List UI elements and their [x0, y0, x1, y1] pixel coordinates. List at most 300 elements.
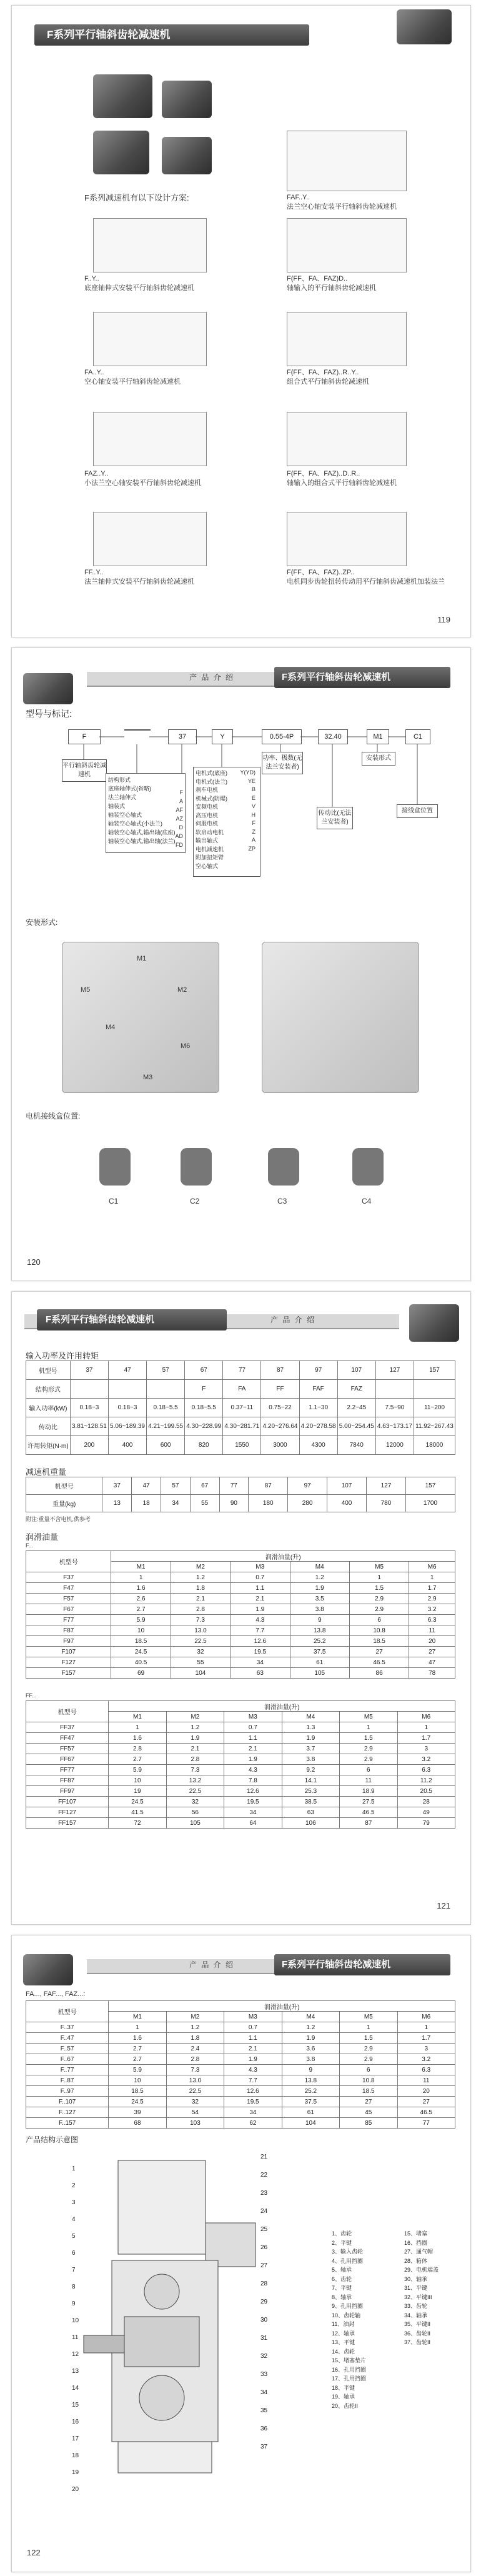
- design-drawing-f-d: [287, 218, 407, 272]
- page-subtitle: 产 品 介 绍: [189, 673, 234, 682]
- table-cell: 47: [108, 1361, 146, 1380]
- code-box: F: [68, 729, 101, 744]
- gear-reducer-photo: [409, 1304, 459, 1342]
- row-label: F57: [26, 1594, 111, 1604]
- table-cell: 106: [282, 1818, 339, 1829]
- table-cell: 4.21~199.55: [147, 1417, 185, 1436]
- table-cell: 0.7: [231, 1572, 290, 1583]
- code-box: 37: [168, 729, 197, 744]
- table-cell: 18000: [414, 1436, 455, 1455]
- row-label: F157: [26, 1668, 111, 1679]
- code-box-label: 接线盒位置: [397, 804, 438, 818]
- table-cell: 104: [171, 1668, 230, 1679]
- table-cell: 67: [190, 1477, 219, 1495]
- table-row: [26, 1765, 455, 1775]
- table-row: [26, 1818, 455, 1829]
- table-cell: 18: [132, 1495, 161, 1512]
- table-cell: 25.3: [282, 1786, 339, 1797]
- table-cell: 4.3: [231, 1615, 290, 1625]
- table-cell: 157: [414, 1361, 455, 1380]
- row-label: F87: [26, 1625, 111, 1636]
- design-code: FAF..Y..: [287, 194, 310, 201]
- design-desc: 电机同步齿轮扭转传动用平行轴斜齿减速机加装法兰: [287, 578, 445, 586]
- table-cell: 77: [223, 1361, 261, 1380]
- row-label: FF157: [26, 1818, 109, 1829]
- table-cell: 37.5: [290, 1647, 349, 1657]
- code-box: 0.55-4P: [262, 729, 302, 744]
- table-cell: FA: [223, 1380, 261, 1399]
- row-label: F..157: [26, 2118, 109, 2129]
- code-box: Y: [212, 729, 233, 744]
- terminal-position-diagram: [181, 1148, 212, 1186]
- table-cell: 61: [290, 1657, 349, 1668]
- row-label: F77: [26, 1615, 111, 1625]
- table-cell: 57: [161, 1477, 191, 1495]
- column-header: M4: [282, 1712, 339, 1722]
- table-cell: 67: [185, 1361, 223, 1380]
- row-label: F..87: [26, 2075, 109, 2086]
- column-header: M3: [224, 2012, 282, 2022]
- gearbox-cross-section: [74, 2154, 262, 2504]
- page-header: [37, 1309, 227, 1330]
- table-row: [26, 1744, 455, 1754]
- table-cell: 12000: [375, 1436, 414, 1455]
- row-label: F67: [26, 1604, 111, 1615]
- table-cell: 11: [409, 1625, 455, 1636]
- mounting-diagram-right: [262, 942, 419, 1093]
- table-cell: 2.1: [171, 1594, 230, 1604]
- table-cell: 11: [397, 2075, 455, 2086]
- callouts-left: 1 2 3 4 5 6 7 8 9 10 11 12 13 14 15 16 17 18 19 20: [72, 2165, 79, 2493]
- table-cell: 1.9: [166, 1733, 224, 1744]
- table-cell: 6: [340, 1765, 397, 1775]
- code-box: C1: [405, 729, 430, 744]
- table-row: [26, 1399, 455, 1417]
- table-cell: FAF: [299, 1380, 337, 1399]
- table-cell: 780: [366, 1495, 405, 1512]
- oil-table-ff: [26, 1700, 455, 1829]
- design-drawing-faf-y: [287, 131, 407, 191]
- table-cell: 3000: [261, 1436, 299, 1455]
- structure-codes: F A AF AZ D AD FD: [175, 789, 183, 848]
- table-cell: 86: [349, 1668, 409, 1679]
- table-cell: 1.9: [290, 1583, 349, 1594]
- design-desc: 小法兰空心轴安装平行轴斜齿轮减速机: [84, 479, 201, 487]
- table-cell: 0.75~22: [261, 1399, 299, 1417]
- table-cell: 0.18~5.5: [147, 1399, 185, 1417]
- design-code: F(FF、FA、FAZ)..ZP..: [287, 569, 354, 576]
- table-cell: 68: [109, 2118, 166, 2129]
- terminal-position-diagram: [268, 1148, 299, 1186]
- design-desc: 轴输入的平行轴斜齿轮减速机: [287, 284, 376, 292]
- table-cell: FAZ: [337, 1380, 375, 1399]
- design-drawing-f-r-y: [287, 312, 407, 366]
- row-label: FF67: [26, 1754, 109, 1765]
- table-cell: 61: [282, 2107, 339, 2118]
- table-row: [26, 2022, 455, 2033]
- table-cell: 28: [397, 1797, 455, 1807]
- table-cell: 1: [111, 1572, 171, 1583]
- table-row: [26, 2044, 455, 2054]
- table-cell: 180: [249, 1495, 288, 1512]
- row-label: F..77: [26, 2065, 109, 2075]
- table-cell: 11~200: [414, 1399, 455, 1417]
- weight-note: 附注:重量不含电机,供参考: [26, 1516, 91, 1522]
- table-cell: 1550: [223, 1436, 261, 1455]
- table-row: [26, 1572, 455, 1583]
- ff-table-label: FF...: [26, 1692, 37, 1699]
- weight-table: [26, 1477, 455, 1512]
- table-cell: 1: [340, 1722, 397, 1733]
- table-cell: 1.5: [340, 2033, 397, 2044]
- table-row: [26, 1436, 455, 1455]
- row-label: FF77: [26, 1765, 109, 1775]
- table-cell: 13.0: [171, 1625, 230, 1636]
- table-cell: 1.9: [224, 1754, 282, 1765]
- structure-list: 结构形式 底座轴伸式(省略) 法兰轴伸式 轴装式 轴装空心轴式 轴装空心轴式(小法兰) 轴装空心轴式,输出轴(底座) 轴装空心轴式,输出轴(法兰): [106, 773, 186, 853]
- table-cell: 1.9: [282, 1733, 339, 1744]
- table-cell: 63: [282, 1807, 339, 1818]
- table-cell: 280: [288, 1495, 327, 1512]
- table-cell: 5.00~254.45: [337, 1417, 375, 1436]
- table-cell: 4300: [299, 1436, 337, 1455]
- table-cell: 77: [397, 2118, 455, 2129]
- table-cell: 72: [109, 1818, 166, 1829]
- table-cell: 9: [290, 1615, 349, 1625]
- table-cell: 3.7: [282, 1744, 339, 1754]
- table-cell: 22.5: [171, 1636, 230, 1647]
- column-header: M3: [231, 1562, 290, 1572]
- mount-label: M5: [81, 986, 91, 994]
- row-label: F..67: [26, 2054, 109, 2065]
- page-subtitle: 产 品 介 绍: [189, 1960, 234, 1969]
- table-cell: 2.9: [340, 1754, 397, 1765]
- table-cell: 3.6: [282, 2044, 339, 2054]
- column-header: M6: [409, 1562, 455, 1572]
- column-header: M6: [397, 2012, 455, 2022]
- oil-table-fa: [26, 2000, 455, 2129]
- column-header: M4: [282, 2012, 339, 2022]
- table-cell: 3: [397, 2044, 455, 2054]
- table-row: [26, 1733, 455, 1744]
- table-cell: 19.5: [224, 2097, 282, 2107]
- table-cell: 90: [219, 1495, 249, 1512]
- table-cell: 0.7: [224, 1722, 282, 1733]
- table-cell: [108, 1380, 146, 1399]
- row-label: FF127: [26, 1807, 109, 1818]
- row-label: FF107: [26, 1797, 109, 1807]
- table-cell: 0.18~3: [108, 1399, 146, 1417]
- table-cell: 39: [109, 2107, 166, 2118]
- row-label: 重量(kg): [26, 1495, 102, 1512]
- column-header: 机型号: [26, 1701, 109, 1722]
- table-cell: 13.0: [166, 2075, 224, 2086]
- table-cell: 7.7: [231, 1625, 290, 1636]
- table-cell: 6: [349, 1615, 409, 1625]
- intro-text: F系列减速机有以下设计方案:: [84, 193, 189, 202]
- table-cell: 1: [349, 1572, 409, 1583]
- design-desc: 法兰空心轴安装平行轴斜齿轮减速机: [287, 203, 397, 211]
- table-row: [26, 1361, 455, 1380]
- table-cell: 46.5: [397, 2107, 455, 2118]
- options-codes: Y(YD) YE B E V H F Z A ZP: [240, 769, 255, 852]
- page-subtitle: 产 品 介 绍: [270, 1315, 315, 1324]
- table-cell: 78: [409, 1668, 455, 1679]
- table-cell: 10: [109, 2075, 166, 2086]
- table-cell: 1.9: [231, 1604, 290, 1615]
- table-cell: 49: [397, 1807, 455, 1818]
- page-number: 122: [27, 2548, 41, 2557]
- table-cell: 5.06~189.39: [108, 1417, 146, 1436]
- table-row: [26, 2118, 455, 2129]
- table-cell: 1.6: [111, 1583, 171, 1594]
- row-label: F..107: [26, 2097, 109, 2107]
- catalog-page-119: [11, 5, 471, 637]
- table-cell: 20: [397, 2086, 455, 2097]
- table-cell: 1.5: [340, 1733, 397, 1744]
- table-cell: 4.3: [224, 2065, 282, 2075]
- table-cell: 32: [166, 1797, 224, 1807]
- table-cell: 57: [147, 1361, 185, 1380]
- table-cell: 2.1: [231, 1594, 290, 1604]
- table-cell: 1: [397, 1722, 455, 1733]
- row-label: FF57: [26, 1744, 109, 1754]
- page-number: 120: [27, 1257, 41, 1267]
- gear-reducer-photo: [93, 74, 152, 118]
- table-cell: 3.2: [397, 2054, 455, 2065]
- table-cell: 9.2: [282, 1765, 339, 1775]
- row-label: FF37: [26, 1722, 109, 1733]
- table-row: [26, 2033, 455, 2044]
- table-cell: 37: [70, 1361, 108, 1380]
- table-cell: 20: [409, 1636, 455, 1647]
- page-header-sub-band: [174, 1959, 249, 1973]
- options-list: 电机式(底座) 电机式(法兰) 刹车电机 机械式(防爆) 变频电机 高压电机 伺服电机 软启动电机 输出轴式 电机减速机 附加扭矩臂 空心轴式: [193, 767, 260, 877]
- table-cell: 3.8: [290, 1604, 349, 1615]
- design-drawing-f-zp: [287, 512, 407, 566]
- table-cell: 3.8: [282, 2054, 339, 2065]
- table-cell: 64: [224, 1818, 282, 1829]
- table-cell: 13: [102, 1495, 132, 1512]
- table-row: [26, 2107, 455, 2118]
- table-cell: 2.9: [349, 1604, 409, 1615]
- table-cell: 2.4: [166, 2044, 224, 2054]
- row-label: F..37: [26, 2022, 109, 2033]
- table-cell: 1.7: [409, 1583, 455, 1594]
- row-label: 机型号: [26, 1477, 102, 1495]
- table-cell: 7.5~90: [375, 1399, 414, 1417]
- column-header: M5: [340, 2012, 397, 2022]
- column-header: M5: [340, 1712, 397, 1722]
- page-title: F系列平行轴斜齿轮减速机: [47, 29, 171, 41]
- design-desc: 组合式平行轴斜齿轮减速机: [287, 378, 369, 386]
- table-cell: 13.8: [282, 2075, 339, 2086]
- table-cell: 87: [249, 1477, 288, 1495]
- table-cell: 1.6: [109, 1733, 166, 1744]
- table-cell: 1.7: [397, 2033, 455, 2044]
- table-cell: 2.9: [349, 1594, 409, 1604]
- mount-label: M1: [137, 955, 147, 962]
- table-cell: 1.5: [349, 1583, 409, 1594]
- row-label: 结构形式: [26, 1380, 71, 1399]
- table-cell: 7.8: [224, 1775, 282, 1786]
- design-code: F..Y..: [84, 275, 99, 282]
- table-cell: 2.8: [171, 1604, 230, 1615]
- table-cell: 24.5: [109, 1797, 166, 1807]
- table-cell: 1.2: [166, 2022, 224, 2033]
- catalog-page-122: [11, 1935, 471, 2572]
- table-cell: 9: [282, 2065, 339, 2075]
- table-cell: 820: [185, 1436, 223, 1455]
- page-header-sub-band: [255, 1314, 330, 1328]
- table-row: [26, 2054, 455, 2065]
- column-header: M1: [111, 1562, 171, 1572]
- terminal-label: C3: [277, 1197, 287, 1206]
- table-cell: 1.1: [224, 1733, 282, 1744]
- row-label: F97: [26, 1636, 111, 1647]
- table-cell: 18.5: [109, 2086, 166, 2097]
- table-cell: 3.2: [409, 1604, 455, 1615]
- table-cell: 37: [102, 1477, 132, 1495]
- table-cell: 46.5: [340, 1807, 397, 1818]
- table-cell: 4.30~281.71: [223, 1417, 261, 1436]
- table-cell: 10.8: [349, 1625, 409, 1636]
- table-row: [26, 1775, 455, 1786]
- table-cell: 45: [340, 2107, 397, 2118]
- table-cell: 40.5: [111, 1657, 171, 1668]
- table-cell: 1.3: [282, 1722, 339, 1733]
- table-row: [26, 2097, 455, 2107]
- table-cell: 1: [397, 2022, 455, 2033]
- table-cell: 11.92~267.43: [414, 1417, 455, 1436]
- parts-legend-left: 1、齿轮 2、平键 3、输入齿轮 4、孔用挡圈 5、轴承 6、齿轮 7、平键 8、轴承 9、孔用挡圈 10、齿轮轴 11、油封 12、轴承 13、平键 14、齿轮 15、堵塞垫片 16、孔用挡圈 17、孔用挡圈 18、平键 19、轴承 20、齿轮II: [332, 2230, 367, 2409]
- table-cell: [414, 1380, 455, 1399]
- row-label: FF47: [26, 1733, 109, 1744]
- table-cell: 10.8: [340, 2075, 397, 2086]
- design-code: F(FF、FA、FAZ)D..: [287, 275, 348, 282]
- terminal-label: C4: [362, 1197, 372, 1206]
- table-cell: 87: [261, 1361, 299, 1380]
- table-cell: 24.5: [109, 2097, 166, 2107]
- table-cell: 107: [337, 1361, 375, 1380]
- row-label: FF87: [26, 1775, 109, 1786]
- table-cell: 5.9: [111, 1615, 171, 1625]
- table-cell: [147, 1380, 185, 1399]
- table-cell: 2.7: [109, 1754, 166, 1765]
- power-title: 输入功率及许用转矩: [26, 1351, 99, 1360]
- table-cell: 2.8: [109, 1744, 166, 1754]
- table-cell: 400: [108, 1436, 146, 1455]
- table-cell: 55: [190, 1495, 219, 1512]
- table-cell: 3.5: [290, 1594, 349, 1604]
- table-cell: 12.6: [224, 1786, 282, 1797]
- fa-table-label: FA..., FAF..., FAZ...:: [26, 1990, 86, 1998]
- table-cell: 19: [109, 1786, 166, 1797]
- row-label: 许用转矩(N·m): [26, 1436, 71, 1455]
- table-row: [26, 1807, 455, 1818]
- table-cell: 97: [299, 1361, 337, 1380]
- table-cell: 34: [224, 1807, 282, 1818]
- table-cell: 62: [224, 2118, 282, 2129]
- table-cell: 1: [109, 2022, 166, 2033]
- table-cell: 104: [282, 2118, 339, 2129]
- table-cell: 20.5: [397, 1786, 455, 1797]
- table-row: [26, 1657, 455, 1668]
- table-cell: 4.20~278.58: [299, 1417, 337, 1436]
- terminal-title: 电机接线盒位置:: [26, 1112, 81, 1121]
- code-box-label: 安装形式: [362, 752, 395, 766]
- table-row: [26, 2065, 455, 2075]
- column-header: 机型号: [26, 1551, 111, 1572]
- table-cell: 6.3: [397, 2065, 455, 2075]
- table-cell: 10: [109, 1775, 166, 1786]
- table-cell: 18.5: [340, 2086, 397, 2097]
- table-cell: 79: [397, 1818, 455, 1829]
- table-cell: 12.6: [224, 2086, 282, 2097]
- terminal-label: C2: [190, 1197, 200, 1206]
- table-cell: 105: [166, 1818, 224, 1829]
- table-cell: 18.5: [111, 1636, 171, 1647]
- table-cell: 27: [349, 1647, 409, 1657]
- table-row: [26, 1722, 455, 1733]
- table-cell: 24.5: [111, 1647, 171, 1657]
- column-header: M4: [290, 1562, 349, 1572]
- mount-label: M2: [177, 986, 187, 994]
- gear-reducer-photo: [397, 9, 452, 44]
- table-cell: [375, 1380, 414, 1399]
- table-row: [26, 1417, 455, 1436]
- table-cell: 4.63~173.17: [375, 1417, 414, 1436]
- table-cell: 27: [409, 1647, 455, 1657]
- table-row: [26, 1615, 455, 1625]
- column-group-header: 润滑油量(升): [109, 1701, 455, 1712]
- column-header: M6: [397, 1712, 455, 1722]
- table-cell: 87: [340, 1818, 397, 1829]
- table-cell: 55: [171, 1657, 230, 1668]
- row-label: F47: [26, 1583, 111, 1594]
- table-cell: 103: [166, 2118, 224, 2129]
- mount-label: M3: [143, 1074, 153, 1081]
- page-title: F系列平行轴斜齿轮减速机: [46, 1314, 155, 1325]
- model-title: 型号与标记:: [26, 709, 72, 719]
- power-table: [26, 1360, 455, 1455]
- table-cell: 32: [166, 2097, 224, 2107]
- parts-legend-right: 15、堵塞 16、挡圈 27、通气帽 28、箱体 29、电机端盖 30、轴承 31、平键 32、平键III 33、齿轮 34、轴承 35、平键II 36、齿轮II 37、齿轮II: [404, 2230, 439, 2345]
- table-cell: 97: [288, 1477, 327, 1495]
- design-drawing-ff-y: [93, 512, 207, 566]
- table-cell: 7.7: [224, 2075, 282, 2086]
- table-cell: 2.1: [166, 1744, 224, 1754]
- table-cell: 0.7: [224, 2022, 282, 2033]
- mount-label: M6: [181, 1042, 191, 1050]
- table-cell: 34: [224, 2107, 282, 2118]
- table-cell: 69: [111, 1668, 171, 1679]
- table-header-row: [26, 1551, 455, 1562]
- table-cell: 19.5: [231, 1647, 290, 1657]
- design-code: FA..Y..: [84, 369, 104, 376]
- design-code: FAZ..Y..: [84, 470, 109, 477]
- table-row: [26, 1668, 455, 1679]
- catalog-page-120: [11, 647, 471, 1281]
- table-cell: F: [185, 1380, 223, 1399]
- table-row: [26, 1477, 455, 1495]
- row-label: F..57: [26, 2044, 109, 2054]
- table-row: [26, 1594, 455, 1604]
- design-drawing-f-d-r: [287, 412, 407, 466]
- table-cell: 11.2: [397, 1775, 455, 1786]
- table-cell: 6.3: [397, 1765, 455, 1775]
- table-cell: 7840: [337, 1436, 375, 1455]
